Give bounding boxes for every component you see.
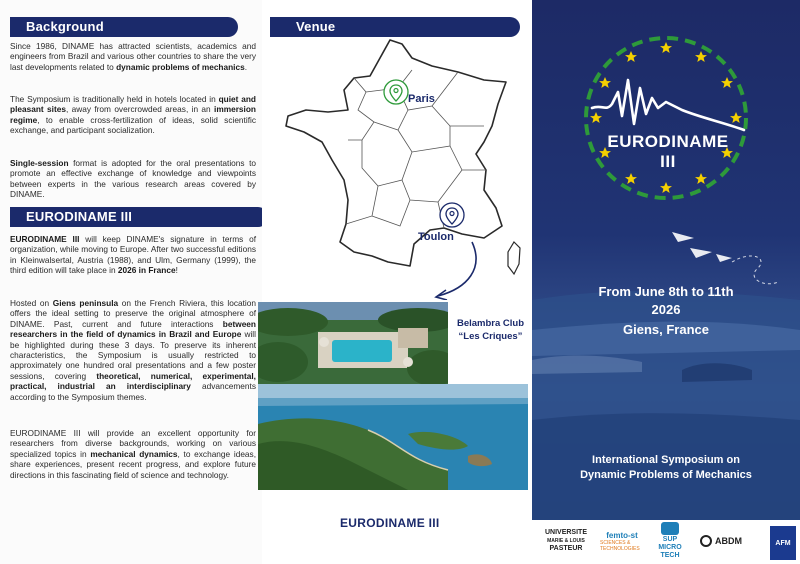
abdm-ring-icon (700, 535, 712, 547)
footer-title: EURODINAME III (340, 516, 440, 530)
background-header-label: Background (26, 19, 104, 34)
france-outline (286, 40, 506, 266)
city-label-toulon: Toulon (418, 231, 454, 243)
corsica-island (508, 242, 520, 274)
background-header (10, 17, 238, 37)
cover-panel (532, 0, 800, 520)
paris-pin-icon (384, 80, 408, 104)
cover-symposium-line-2: Dynamic Problems of Mechanics (580, 469, 752, 481)
cover-location: Giens, France (623, 322, 709, 337)
curved-arrow-icon (438, 242, 476, 296)
belambra-club-label: Belambra Club “Les Criques” (456, 318, 525, 342)
cover-brand-title: EURODINAME III (607, 132, 729, 171)
toulon-pin-icon (440, 203, 464, 227)
cover-date-line-1: From June 8th to 11th (598, 284, 734, 299)
universite-logo: UNIVERSITE MARIE & LOUIS PASTEUR (544, 529, 587, 552)
supmicrotech-logo: SUP MICRO TECH (646, 522, 694, 560)
venue-header-label: Venue (296, 19, 336, 34)
abdm-logo: ABDM (696, 522, 746, 560)
eurodiname-paragraph-3: EURODINAME III will provide an excellent opportunity for researchers from diverse backgrounds, working on various specialized topics in mechanical dynamics, to exchange ideas, share experiences, present recent progress, and explore future directions in this fascinating field of science and technology. (10, 428, 256, 480)
france-map (262, 30, 532, 300)
eurodiname-header-label: EURODINAME III (26, 209, 133, 224)
coastline-photo (258, 384, 528, 490)
eurodiname-header (10, 207, 268, 227)
afm-logo: AFM (770, 526, 796, 560)
background-paragraph-2: The Symposium is traditionally held in hotels located in quiet and pleasant sites, away from overcrowded areas, in an immersion regime, to enable cross-fertilization of ideas, solid scientific exchange, and participant socialization. (10, 94, 256, 136)
femto-st-logo: femto-st SCIENCES & TECHNOLOGIES (600, 530, 640, 552)
left-column (0, 0, 262, 564)
eurodiname-paragraph-2: Hosted on Giens peninsula on the French Riviera, this location offers the ideal setting to preserve the original atmosphere of DINAME. Past, current and future interactions between researchers in the field of dynamics in Brazil and Europe will be highlighted during these 3 days. To preserve its inherent characteristics, the Symposium is usually restricted to approximately one hundred oral presentations and a few poster sessions, covering theoretical, numerical, experimental, practical, industrial an interdisciplinary advancements according to the Symposium themes. (10, 298, 256, 402)
city-label-paris: Paris (408, 93, 435, 105)
resort-pool-photo (258, 302, 528, 384)
cover-date-line-2: 2026 (651, 302, 681, 317)
background-paragraph-3: Single-session format is adopted for the oral presentations to promote an effective exchange of knowledge and viewpoints between experts in the various research areas covered by DINAME. (10, 158, 256, 200)
eurodiname-paragraph-1: EURODINAME III will keep DINAME's signature in terms of organization, while moving to Europe. After two successful editions in Kleinwalsertal, Austria (1988), and Ulm, Germany (1999), the third edition will take place in 2026 in France! (10, 234, 257, 276)
background-paragraph-1: Since 1986, DINAME has attracted scientists, academics and engineers from Brazil and various other countries to share the very last developments related to dynamic problems of mechanics. (10, 41, 256, 72)
supmicrotech-box-icon (661, 522, 679, 535)
cover-symposium-line-1: International Symposium on (592, 454, 740, 466)
